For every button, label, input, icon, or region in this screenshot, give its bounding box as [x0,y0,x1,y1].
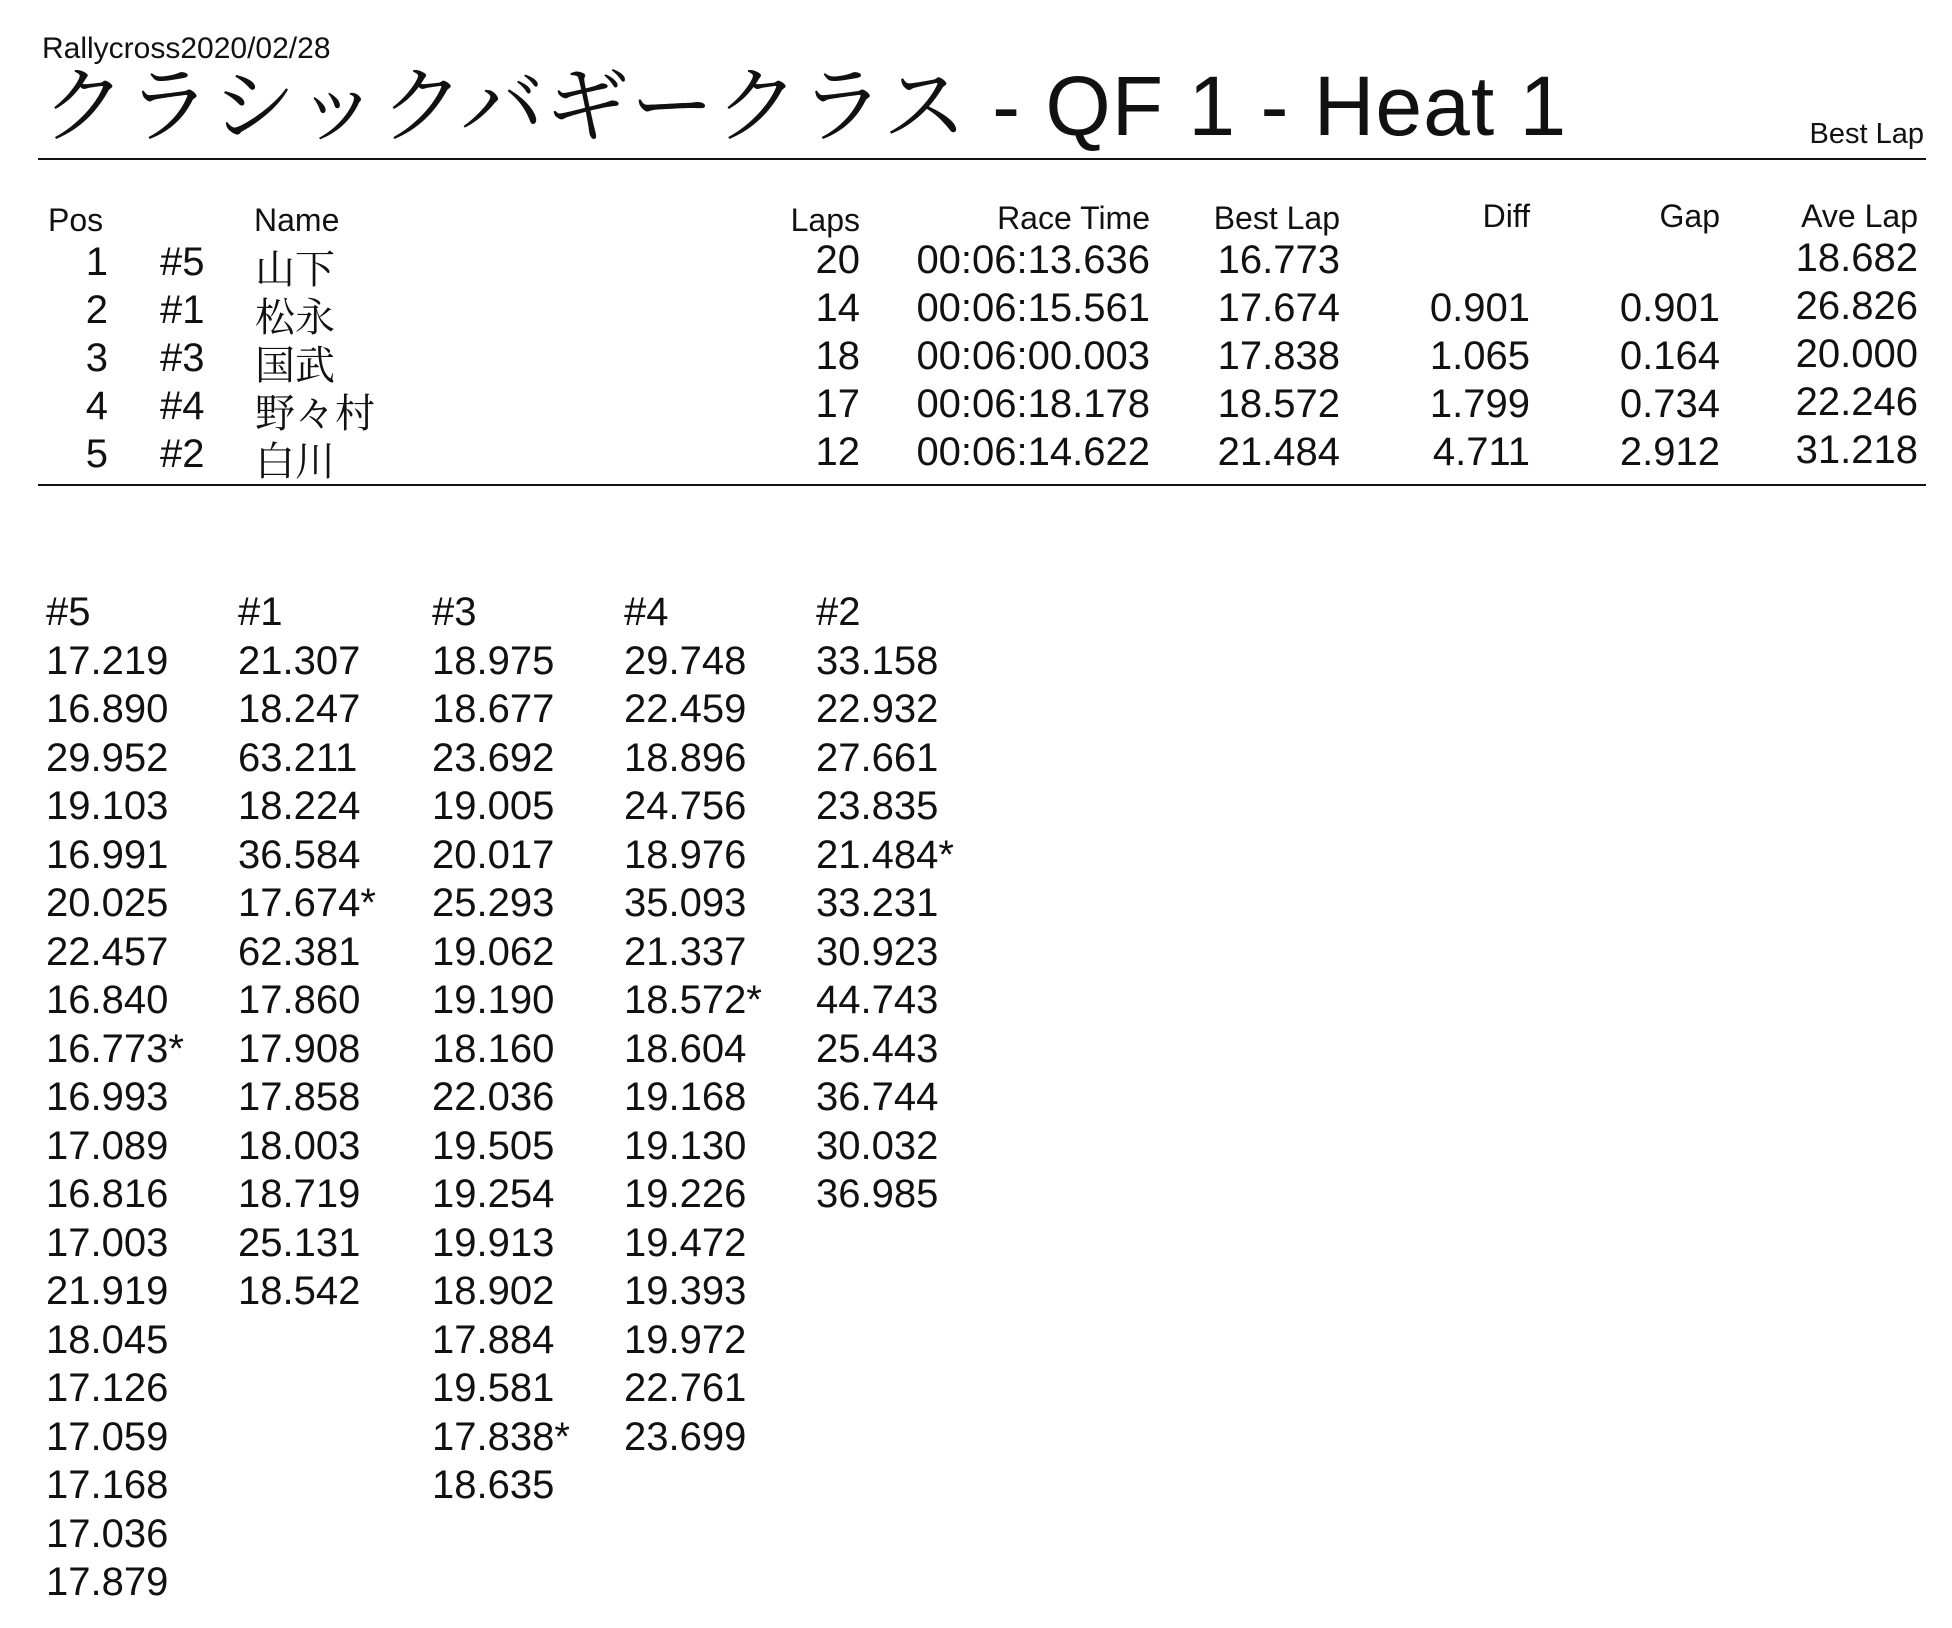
lap-time: 18.247 [238,687,361,731]
row-laps: 18 [815,334,860,378]
lap-time: 21.919 [46,1269,169,1313]
col-header-gap: Gap [1659,198,1720,234]
best-lap-legend: Best Lap [1809,118,1924,150]
lap-time: 18.160 [432,1026,555,1071]
lap-time: 18.604 [624,1026,747,1071]
lap-time: 62.381 [238,929,361,974]
lap-time: 18.976 [624,832,747,877]
lap-time: 22.932 [816,687,939,731]
lap-list [238,637,376,1316]
lap-time: 22.459 [624,687,747,731]
lap-time: 17.884 [432,1317,555,1362]
row-race-time: 00:06:14.622 [916,430,1150,474]
lap-time: 16.991 [46,832,169,877]
lap-time: 33.231 [816,881,939,925]
lap-column [816,588,954,1219]
lap-time: 16.840 [46,978,169,1022]
row-driver-name: 野々村 [255,392,375,436]
lap-time: 22.761 [624,1366,747,1410]
lap-time: 18.572* [624,978,762,1022]
row-diff: 1.065 [1429,334,1530,378]
lap-list [46,637,184,1607]
row-gap: 0.164 [1619,334,1720,378]
lap-time: 19.168 [624,1075,747,1119]
lap-time: 20.025 [46,881,169,925]
lap-time: 27.661 [816,735,939,780]
lap-time: 18.224 [238,784,361,828]
col-header-name: Name [254,202,340,238]
lap-time: 19.393 [624,1269,747,1313]
lap-list [816,637,954,1219]
lap-time: 25.131 [238,1220,361,1265]
lap-time: 17.908 [238,1026,361,1071]
row-pos: 5 [85,432,108,476]
lap-time: 16.890 [46,687,169,731]
lap-time: 17.879 [46,1560,169,1604]
row-diff: 0.901 [1429,286,1530,330]
row-race-time: 00:06:13.636 [916,238,1150,282]
row-car-number: #1 [160,288,205,332]
col-header-pos: Pos [48,202,104,238]
lap-time: 22.036 [432,1075,555,1119]
lap-time: 17.858 [238,1075,361,1119]
lap-time: 25.443 [816,1026,939,1071]
row-car-number: #5 [160,240,205,284]
lap-list [432,637,570,1510]
row-diff: 1.799 [1429,382,1530,426]
lap-time: 20.017 [432,832,555,877]
lap-time: 21.307 [238,638,361,683]
header-divider [38,158,1926,160]
lap-time: 35.093 [624,881,747,925]
lap-column-car: #5 [46,590,91,634]
lap-time: 17.860 [238,978,361,1022]
lap-time: 18.902 [432,1269,555,1313]
row-gap: 0.901 [1619,286,1720,330]
lap-time: 21.337 [624,929,747,974]
lap-time: 63.211 [238,735,358,780]
lap-time: 30.923 [816,929,939,974]
row-laps: 20 [815,238,860,282]
lap-time: 19.130 [624,1123,747,1168]
lap-time: 18.975 [432,638,555,683]
lap-time: 23.835 [816,784,939,828]
row-pos: 2 [85,288,108,332]
row-diff: 4.711 [1432,430,1530,474]
row-best-lap: 17.838 [1217,334,1340,378]
lap-column [624,588,762,1461]
lap-time: 19.226 [624,1172,747,1216]
lap-column [432,588,570,1510]
lap-time: 19.062 [432,929,555,974]
lap-column-car: #2 [816,590,861,634]
lap-time: 18.635 [432,1463,555,1507]
row-best-lap: 17.674 [1217,286,1340,330]
lap-time: 19.190 [432,978,555,1022]
lap-time: 23.692 [432,735,555,780]
col-header-race-time: Race Time [997,200,1150,236]
row-ave-lap: 20.000 [1795,332,1918,376]
lap-time: 17.126 [46,1366,169,1410]
row-ave-lap: 22.246 [1795,380,1918,424]
lap-column-car: #4 [624,590,669,634]
lap-time: 17.674* [238,881,376,925]
row-car-number: #3 [160,336,205,380]
lap-time: 21.484* [816,832,954,877]
lap-column-car: #3 [432,590,477,634]
lap-time: 19.581 [432,1366,555,1410]
lap-time: 33.158 [816,638,939,683]
col-header-ave-lap: Ave Lap [1801,198,1918,234]
row-ave-lap: 31.218 [1795,428,1918,472]
lap-time: 36.744 [816,1075,939,1119]
lap-time: 23.699 [624,1414,747,1459]
lap-list [624,637,762,1462]
row-race-time: 00:06:15.561 [916,286,1150,330]
lap-time: 18.677 [432,687,555,731]
lap-time: 29.748 [624,638,747,683]
lap-time: 17.036 [46,1511,169,1556]
lap-time: 19.103 [46,784,169,828]
lap-time: 22.457 [46,929,169,974]
page-title: クラシックバギークラス - QF 1 - Heat 1 [42,59,1568,153]
row-driver-name: 国武 [255,344,335,388]
lap-time: 18.003 [238,1123,361,1168]
row-ave-lap: 18.682 [1795,236,1918,280]
lap-column-car: #1 [238,590,283,634]
row-gap: 0.734 [1619,382,1720,426]
row-laps: 14 [815,286,860,330]
row-driver-name: 松永 [255,296,335,340]
lap-time: 17.219 [46,638,169,683]
row-best-lap: 18.572 [1217,382,1340,426]
lap-time: 30.032 [816,1123,939,1168]
event-date: Rallycross2020/02/28 [42,32,331,65]
lap-column [238,588,376,1316]
lap-time: 36.584 [238,832,361,877]
row-ave-lap: 26.826 [1795,284,1918,328]
lap-time: 24.756 [624,784,747,828]
row-car-number: #4 [160,384,205,428]
lap-time: 18.896 [624,735,747,780]
row-driver-name: 白川 [255,440,335,484]
lap-time: 19.254 [432,1172,555,1216]
lap-time: 19.005 [432,784,555,828]
row-laps: 17 [815,382,860,426]
col-header-best-lap: Best Lap [1213,200,1340,236]
row-car-number: #2 [160,432,205,476]
row-gap: 2.912 [1619,430,1720,474]
row-race-time: 00:06:00.003 [916,334,1150,378]
lap-time: 16.816 [46,1172,169,1216]
lap-time: 17.838* [432,1414,570,1459]
col-header-diff: Diff [1482,198,1530,234]
lap-time: 44.743 [816,978,939,1022]
lap-time: 17.003 [46,1220,169,1265]
lap-time: 17.059 [46,1414,169,1459]
lap-time: 16.993 [46,1075,169,1119]
row-best-lap: 16.773 [1217,238,1340,282]
row-pos: 1 [85,240,108,284]
row-race-time: 00:06:18.178 [916,382,1150,426]
lap-time: 16.773* [46,1026,184,1071]
lap-time: 17.168 [46,1463,169,1507]
row-pos: 4 [85,384,108,428]
col-header-laps: Laps [790,202,860,238]
lap-time: 19.472 [624,1220,747,1265]
table-divider [38,484,1926,486]
lap-time: 18.542 [238,1269,361,1313]
lap-column [46,588,184,1607]
lap-time: 29.952 [46,735,169,780]
lap-time: 36.985 [816,1172,939,1216]
lap-time: 19.913 [432,1220,555,1265]
row-pos: 3 [85,336,108,380]
lap-time: 25.293 [432,881,555,925]
lap-time: 18.045 [46,1317,169,1362]
lap-time: 18.719 [238,1172,361,1216]
row-best-lap: 21.484 [1217,430,1340,474]
row-driver-name: 山下 [255,248,335,292]
lap-time: 19.505 [432,1123,555,1168]
lap-time: 17.089 [46,1123,169,1168]
lap-time: 19.972 [624,1317,747,1362]
row-laps: 12 [815,430,860,474]
